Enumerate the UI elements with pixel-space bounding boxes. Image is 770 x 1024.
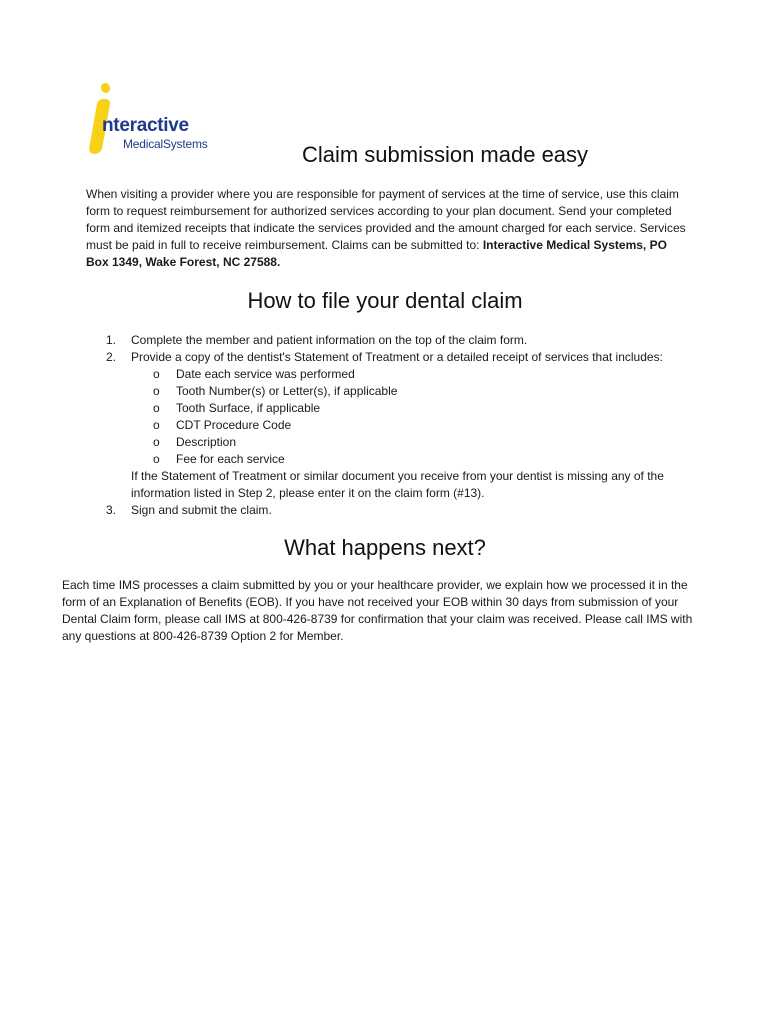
list-item [153, 451, 706, 468]
list-item [153, 400, 706, 417]
bullet-marker: o [153, 384, 160, 398]
step-item [106, 349, 706, 502]
list-item [153, 434, 706, 451]
bullet-text: Date each service was performed [176, 367, 355, 381]
bullet-marker: o [153, 367, 160, 381]
step-text: Complete the member and patient information on the top of the claim form. [131, 333, 528, 347]
bullet-text: Tooth Number(s) or Letter(s), if applicable [176, 384, 398, 398]
intro-address: Interactive Medical Systems, PO Box 1349, Wake Forest, NC 27588. [86, 238, 667, 269]
step-number: 3. [106, 503, 117, 517]
bullet-text: CDT Procedure Code [176, 418, 292, 432]
step-number: 2. [106, 350, 117, 364]
logo-wordmark: nteractive [102, 115, 189, 136]
bullet-marker: o [153, 435, 160, 449]
heading-what-happens-next: What happens next? [284, 535, 486, 560]
step-text: Sign and submit the claim. [131, 503, 272, 517]
intro-paragraph [86, 186, 686, 271]
bullet-marker: o [153, 418, 160, 432]
list-item [153, 366, 706, 383]
what-happens-next-paragraph: Each time IMS processes a claim submitted by you or your healthcare provider, we explain how we processed it in the form of an Explanation of Benefits (EOB). If you have not received your EOB within 30 days from submission of your Dental Claim form, please call IMS at 800-426-8739 for confirmation that your claim was received. Please call IMS with any questions at 800-426-8739 Option 2 for Member. [62, 578, 693, 643]
heading-claim-submission: Claim submission made easy [301, 142, 589, 167]
heading-how-to-file: How to file your dental claim [247, 288, 523, 313]
list-item [153, 383, 706, 400]
logo-i-dot [100, 82, 112, 94]
step-2-note: If the Statement of Treatment or similar document you receive from your dentist is missing any of the information listed in Step 2, please enter it on the claim form (#13). [131, 469, 664, 500]
step-item [106, 502, 706, 519]
intro-text: When visiting a provider where you are responsible for payment of services at the time of service, use this claim form to request reimbursement for authorized services according to your plan document. Send your completed form and itemized receipts that indicate the services provided and the amount charged for each service. Services must be paid in full to receive reimbursement. Claims can be submitted to: [86, 187, 686, 252]
bullet-text: Fee for each service [176, 452, 285, 466]
list-item [153, 417, 706, 434]
bullet-marker: o [153, 452, 160, 466]
step-number: 1. [106, 333, 117, 347]
bullet-text: Tooth Surface, if applicable [176, 401, 321, 415]
steps-list [106, 332, 706, 519]
step-item [106, 332, 706, 349]
logo-subtitle: MedicalSystems [123, 137, 208, 151]
step-text: Provide a copy of the dentist's Statement of Treatment or a detailed receipt of services that includes: [131, 350, 663, 364]
receipt-requirements-list [131, 366, 706, 468]
bullet-marker: o [153, 401, 160, 415]
bullet-text: Description [176, 435, 237, 449]
